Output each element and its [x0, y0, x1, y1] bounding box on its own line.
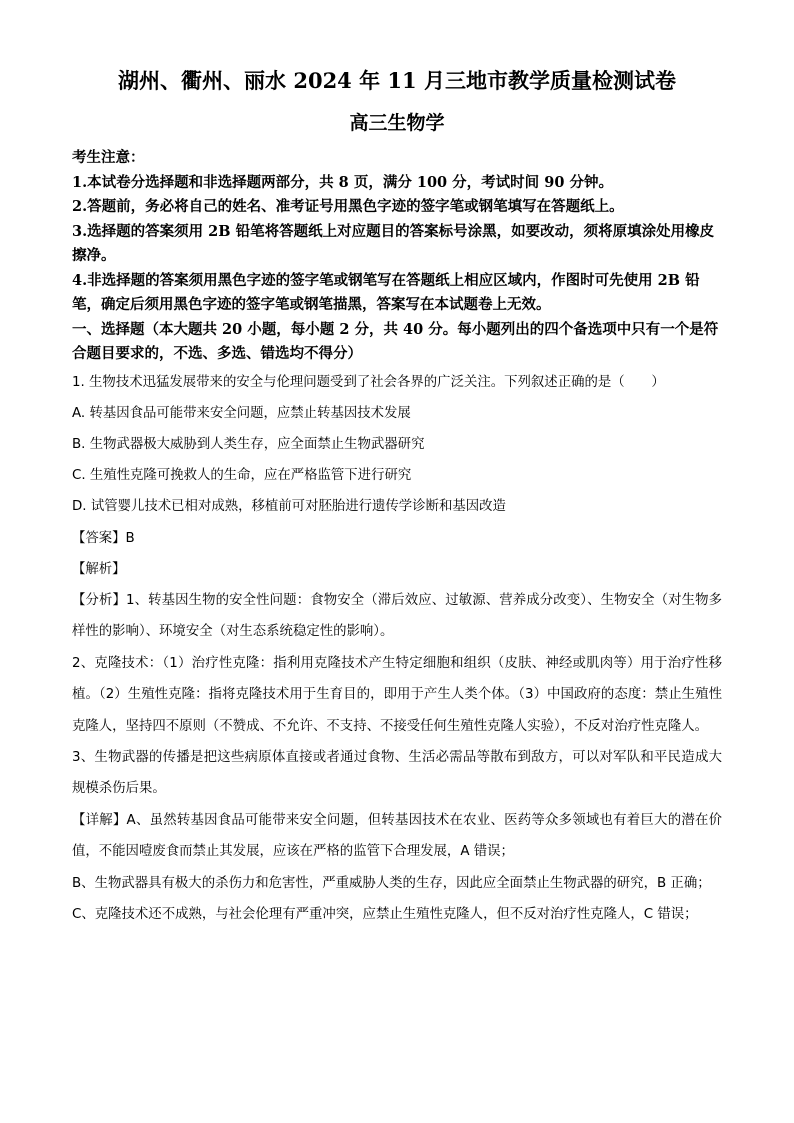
option-a: A. 转基因食品可能带来安全问题，应禁止转基因技术发展 [72, 405, 411, 421]
option-c: C. 生殖性克隆可挽救人的生命，应在严格监管下进行研究 [72, 468, 412, 484]
notice-item: 3.选择题的答案须用 2B 铅笔将答题纸上对应题目的答案标号涂黑，如要改动，须将原填涂处用橡皮擦净。 [72, 222, 715, 264]
notice-item: 4.非选择题的答案须用黑色字迹的签字笔或钢笔写在答题纸上相应区域内，作图时可先使用 2B 铅笔，确定后须用黑色字迹的签字笔或钢笔描黑，答案写在本试题卷上无效。 [72, 271, 700, 313]
analysis-block [72, 585, 722, 930]
exam-title: 湖州、衢州、丽水 2024 年 11 月三地市教学质量检测试卷 [118, 68, 676, 93]
notice-item: 1.本试卷分选择题和非选择题两部分，共 8 页，满分 100 分，考试时间 90 分钟。 [72, 173, 613, 191]
analysis-paragraph: C、克隆技术还不成熟，与社会伦理有严重冲突，应禁止生殖性克隆人，但不反对治疗性克隆人，C 错误； [72, 906, 698, 922]
notice-heading: 考生注意： [72, 149, 145, 166]
notice-block [72, 146, 722, 318]
analysis-paragraph: 【分析】1、转基因生物的安全性问题：食物安全（滞后效应、过敏源、营养成分改变）、生物安全（对生物多样性的影响）、环境安全（对生态系统稳定性的影响）。 [72, 592, 722, 640]
notice-item: 2.答题前，务必将自己的姓名、准考证号用黑色字迹的签字笔或钢笔填写在答题纸上。 [72, 198, 624, 215]
analysis-paragraph: 【详解】A、虽然转基因食品可能带来安全问题，但转基因技术在农业、医药等众多领域也有着巨大的潜在价值，不能因噎废食而禁止其发展，应该在严格的监管下合理发展，A 错误； [72, 812, 722, 860]
section-heading: 一、选择题（本大题共 20 小题，每小题 2 分，共 40 分。每小题列出的四个备选项中只有一个是符合题目要求的，不选、多选、错选均不得分） [72, 320, 719, 362]
analysis-heading: 【解析】 [72, 561, 126, 577]
analysis-paragraph: 2、克隆技术：（1）治疗性克隆：指利用克隆技术产生特定细胞和组织（皮肤、神经或肌肉等）用于治疗性移植。（2）生殖性克隆：指将克隆技术用于生育目的，即用于产生人类个体。（3）中国政府的态度：禁止生殖性克隆人，坚持四不原则（不赞成、不允许、不支持、不接受任何生殖性克隆人实验），不反对治疗性克隆人。 [72, 655, 722, 734]
analysis-paragraph: 3、生物武器的传播是把这些病原体直接或者通过食物、生活必需品等散布到敌方，可以对军队和平民造成大规模杀伤后果。 [72, 749, 722, 797]
question-block [72, 367, 722, 523]
option-d: D. 试管婴儿技术已相对成熟，移植前可对胚胎进行遗传学诊断和基因改造 [72, 499, 506, 515]
question-stem: 1. 生物技术迅猛发展带来的安全与伦理问题受到了社会各界的广泛关注。下列叙述正确的是（ ） [72, 374, 665, 390]
exam-subject: 高三生物学 [349, 112, 445, 134]
option-b: B. 生物武器极大威胁到人类生存，应全面禁止生物武器研究 [72, 436, 425, 452]
answer-line: 【答案】B [72, 530, 135, 546]
analysis-paragraph: B、生物武器具有极大的杀伤力和危害性，严重威胁人类的生存，因此应全面禁止生物武器的研究，B 正确； [72, 875, 711, 891]
